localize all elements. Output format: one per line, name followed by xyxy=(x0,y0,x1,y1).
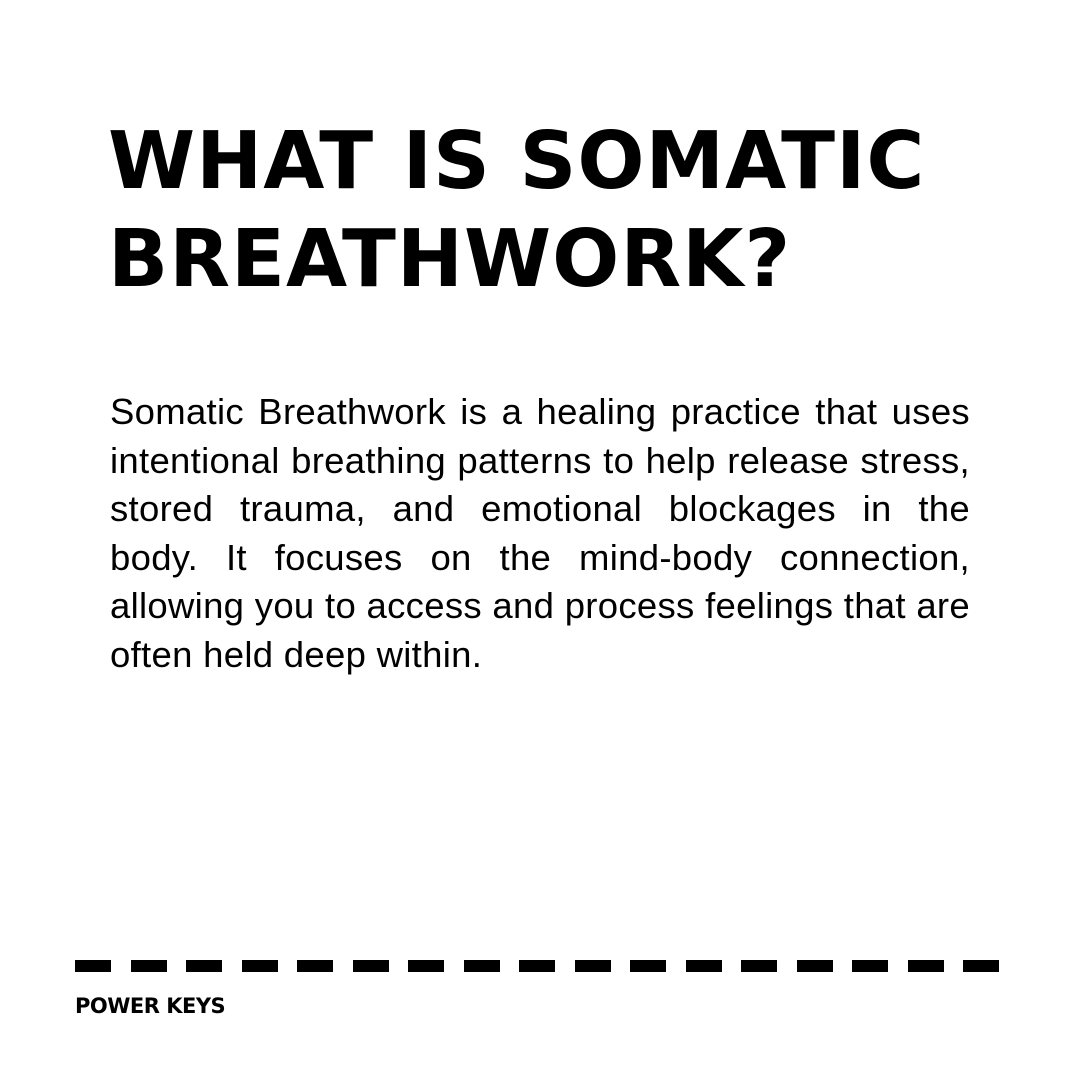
divider-dash xyxy=(630,960,666,972)
divider-dash xyxy=(852,960,888,972)
divider-dash xyxy=(408,960,444,972)
divider-dash xyxy=(963,960,999,972)
divider-dash xyxy=(519,960,555,972)
divider-dash xyxy=(464,960,500,972)
divider-dash xyxy=(575,960,611,972)
page-title: WHAT IS SOMATIC BREATHWORK? xyxy=(108,115,926,305)
divider-dash xyxy=(186,960,222,972)
divider-dash xyxy=(75,960,111,972)
divider-dash xyxy=(797,960,833,972)
body-paragraph: Somatic Breathwork is a healing practice that uses intentional breathing patterns to help release stress, stored trauma, and emotional blockages in the body. It focuses on the mind-body connection, allowing you to access and process feelings that are often held deep within. xyxy=(110,391,970,675)
divider-dash xyxy=(353,960,389,972)
divider-dash xyxy=(686,960,722,972)
divider-dash xyxy=(908,960,944,972)
divider-dash xyxy=(131,960,167,972)
divider-dash xyxy=(297,960,333,972)
brand-logo: POWER KEYS xyxy=(75,994,226,1018)
divider-dash xyxy=(741,960,777,972)
divider-dash xyxy=(242,960,278,972)
dashed-divider xyxy=(75,960,999,972)
